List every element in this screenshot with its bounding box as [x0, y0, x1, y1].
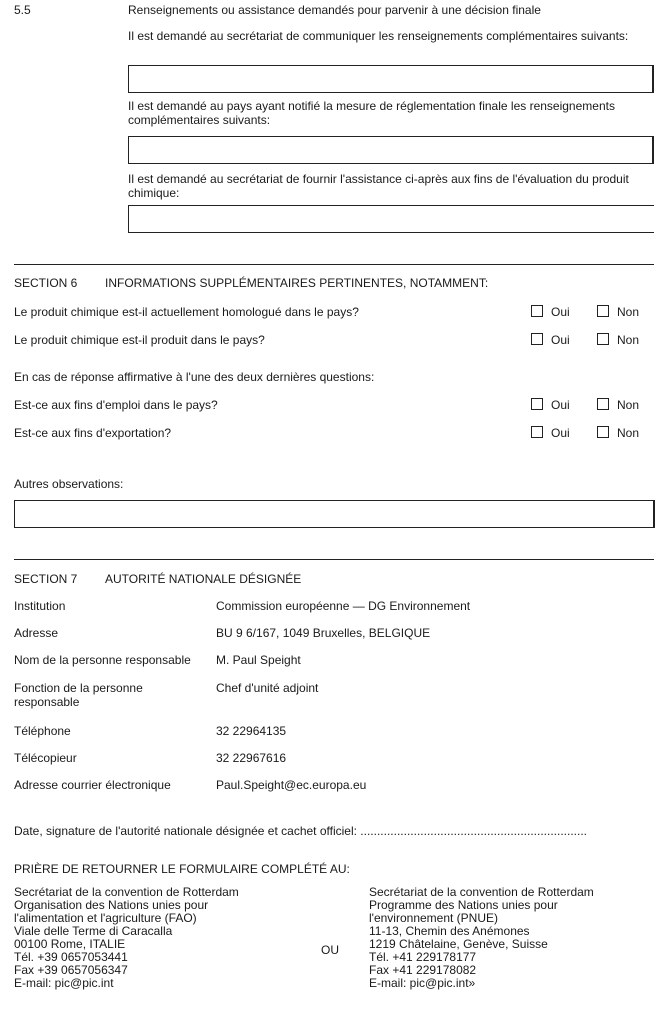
email-link[interactable]: E-mail: pic@pic.int [14, 976, 114, 990]
field-value: BU 9 6/167, 1049 Bruxelles, BELGIQUE [216, 626, 431, 640]
section-number: SECTION 6 [14, 276, 78, 290]
return-title: PRIÈRE DE RETOURNER LE FORMULAIRE COMPLÉTÉ AU: [14, 862, 350, 876]
field-value: M. Paul Speight [216, 653, 301, 667]
field-label: Adresse [14, 626, 59, 640]
address-line: Fax +39 0657056347 [14, 963, 128, 977]
question-text: Il est demandé au pays ayant notifié la mesure de réglementation finale les renseignements complémentaires suivants: [128, 99, 615, 127]
field-value: 32 22964135 [216, 724, 287, 738]
secretariat-info-field[interactable] [128, 65, 654, 93]
non-label: Non [617, 305, 640, 319]
address-line: Programme des Nations unies pour [369, 898, 558, 912]
section-divider [14, 559, 654, 560]
address-line: Secrétariat de la convention de Rotterdam [14, 885, 239, 899]
notifying-country-info-field[interactable] [128, 136, 654, 164]
section-number: 5.5 [14, 3, 31, 17]
section-number: SECTION 7 [14, 572, 78, 586]
non-checkbox[interactable] [597, 426, 609, 438]
address-line: Viale delle Terme di Caracalla [14, 924, 173, 938]
address-line: Secrétariat de la convention de Rotterdam [369, 885, 594, 899]
section-title: AUTORITÉ NATIONALE DÉSIGNÉE [105, 572, 302, 586]
oui-label: Oui [551, 426, 570, 440]
question-label: Le produit chimique est-il produit dans le pays? [14, 333, 265, 347]
address-line: Fax +41 229178082 [369, 963, 477, 977]
observations-field[interactable] [14, 500, 655, 528]
question-label: Le produit chimique est-il actuellement homologué dans le pays? [14, 305, 359, 319]
question-text: Il est demandé au secrétariat de communiquer les renseignements complémentaires suivants: [128, 29, 629, 43]
field-label: Fonction de la personne responsable [14, 681, 143, 709]
conditional-intro: En cas de réponse affirmative à l'une des deux dernières questions: [14, 370, 375, 384]
observations-label: Autres observations: [14, 477, 124, 491]
field-label: Nom de la personne responsable [14, 653, 191, 667]
address-line: Organisation des Nations unies pour [14, 898, 209, 912]
field-label: Institution [14, 599, 66, 613]
section-divider [14, 264, 654, 265]
non-checkbox[interactable] [597, 333, 609, 345]
non-checkbox[interactable] [597, 398, 609, 410]
non-checkbox[interactable] [597, 305, 609, 317]
question-text: Il est demandé au secrétariat de fournir l'assistance ci-après aux fins de l'évaluation du produit chimique: [128, 172, 629, 200]
non-label: Non [617, 398, 640, 412]
question-label: Est-ce aux fins d'emploi dans le pays? [14, 398, 218, 412]
oui-checkbox[interactable] [531, 305, 543, 317]
unep-address-block [369, 886, 659, 990]
email-link[interactable]: E-mail: pic@pic.int» [369, 976, 476, 990]
section-title: Renseignements ou assistance demandés pour parvenir à une décision finale [128, 3, 541, 17]
field-label: Téléphone [14, 724, 71, 738]
field-value: Chef d'unité adjoint [216, 681, 319, 695]
address-line: l'alimentation et l'agriculture (FAO) [14, 911, 197, 925]
oui-label: Oui [551, 333, 570, 347]
address-line: Tél. +41 229178177 [369, 950, 477, 964]
oui-label: Oui [551, 305, 570, 319]
address-line: 11-13, Chemin des Anémones [369, 924, 530, 938]
field-label: Télécopieur [14, 751, 77, 765]
address-line: 00100 Rome, ITALIE [14, 937, 126, 951]
address-line: 1219 Châtelaine, Genève, Suisse [369, 937, 548, 951]
address-line: Tél. +39 0657053441 [14, 950, 128, 964]
oui-label: Oui [551, 398, 570, 412]
date-signature-line: Date, signature de l'autorité nationale désignée et cachet officiel: .................................................................... [14, 824, 588, 838]
field-value: 32 22967616 [216, 751, 287, 765]
oui-checkbox[interactable] [531, 426, 543, 438]
assistance-field[interactable] [128, 205, 654, 233]
question-label: Est-ce aux fins d'exportation? [14, 426, 172, 440]
field-value: Paul.Speight@ec.europa.eu [216, 778, 367, 792]
non-label: Non [617, 333, 640, 347]
field-value: Commission européenne — DG Environnement [216, 599, 471, 613]
section-title: INFORMATIONS SUPPLÉMENTAIRES PERTINENTES, NOTAMMENT: [105, 276, 489, 290]
field-label: Adresse courrier électronique [14, 778, 171, 792]
non-label: Non [617, 426, 640, 440]
or-separator: OU [321, 943, 339, 957]
address-line: l'environnement (PNUE) [369, 911, 499, 925]
oui-checkbox[interactable] [531, 398, 543, 410]
fao-address-block [14, 886, 304, 990]
oui-checkbox[interactable] [531, 333, 543, 345]
